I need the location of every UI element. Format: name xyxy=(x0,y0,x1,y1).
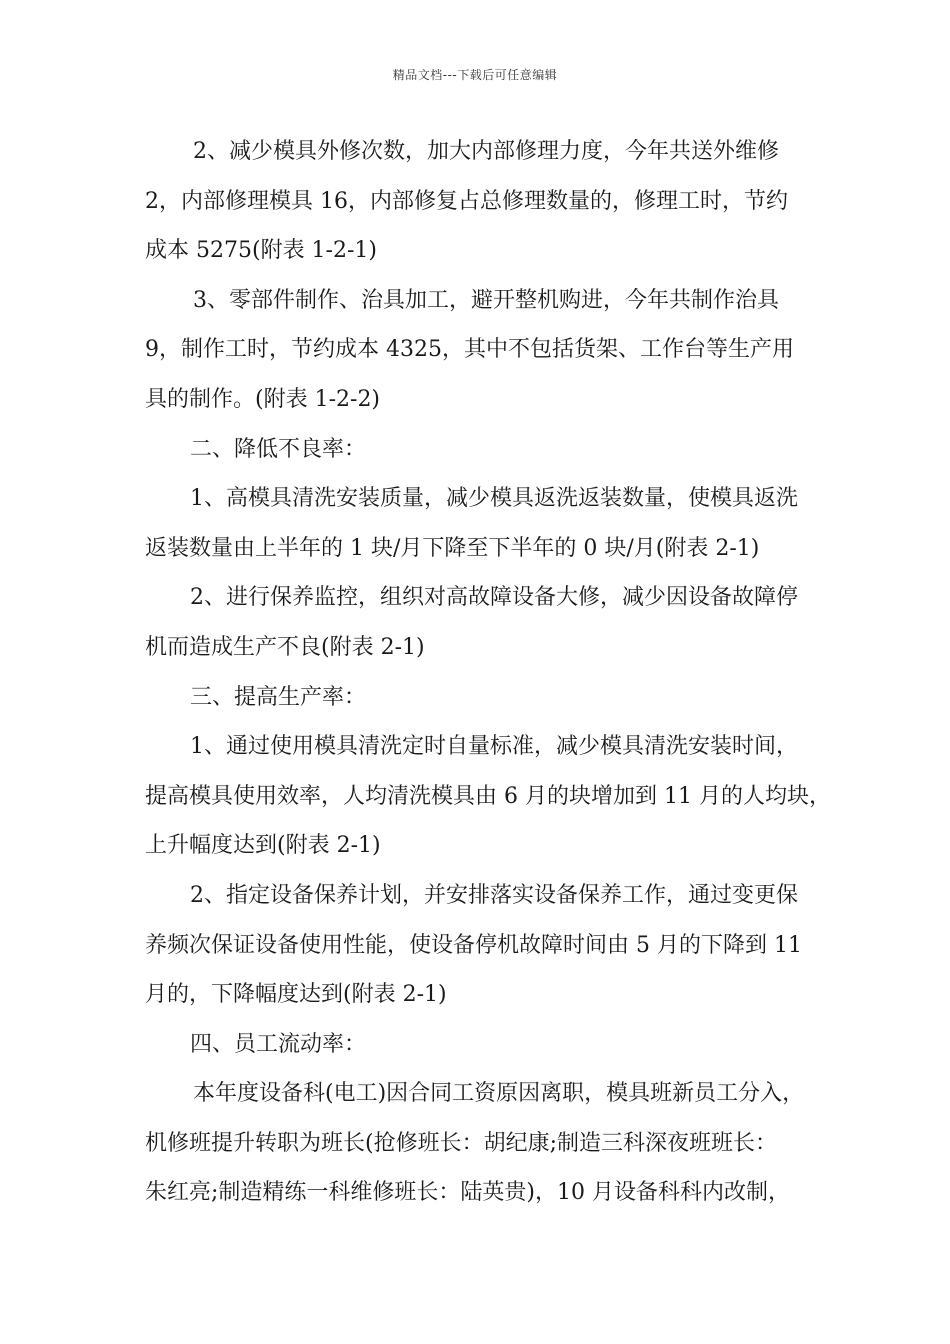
text-line: 提高模具使用效率，人均清洗模具由 6 月的块增加到 11 月的人均块， xyxy=(145,783,831,809)
text-line: 2、指定设备保养计划，并安排落实设备保养工作，通过变更保 xyxy=(190,882,798,908)
text-line: 机而造成生产不良(附表 2-1) xyxy=(145,634,425,660)
text-line: 2，内部修理模具 16，内部修复占总修理数量的，修理工时，节约 xyxy=(145,188,788,214)
text-line: 三、提高生产率： xyxy=(190,684,367,710)
text-line: 成本 5275(附表 1-2-1) xyxy=(145,238,377,264)
text-line: 返装数量由上半年的 1 块/月下降至下半年的 0 块/月(附表 2-1) xyxy=(145,535,760,561)
text-line: 四、员工流动率： xyxy=(190,1031,367,1057)
text-line: 本年度设备科(电工)因合同工资原因离职，模具班新员工分入， xyxy=(193,1081,805,1107)
text-line: 3、零部件制作、治具加工，避开整机购进，今年共制作治具 xyxy=(193,287,779,313)
text-line: 1、高模具清洗安装质量，减少模具返洗返装数量，使模具返洗 xyxy=(190,486,798,512)
text-line: 1、通过使用模具清洗定时自量标准，减少模具清洗安装时间， xyxy=(190,734,798,760)
text-line: 2、减少模具外修次数，加大内部修理力度，今年共送外维修 xyxy=(193,139,779,164)
text-line: 上升幅度达到(附表 2-1) xyxy=(145,833,381,859)
page-header: 精品文档---下载后可任意编辑 xyxy=(392,68,558,82)
text-line: 二、降低不良率： xyxy=(190,436,367,462)
text-line: 机修班提升转职为班长(抢修班长：胡纪康;制造三科深夜班班长： xyxy=(145,1130,777,1156)
text-line: 2、进行保养监控，组织对高故障设备大修，减少因设备故障停 xyxy=(190,585,798,611)
text-line: 具的制作。(附表 1-2-2) xyxy=(145,386,381,412)
text-line: 养频次保证设备使用性能，使设备停机故障时间由 5 月的下降到 11 xyxy=(145,932,802,958)
text-line: 朱红亮;制造精练一科维修班长：陆英贵)，10 月设备科科内改制， xyxy=(145,1180,790,1206)
document-body xyxy=(145,127,831,1218)
text-line: 月的，下降幅度达到(附表 2-1) xyxy=(145,982,447,1008)
text-line: 9，制作工时，节约成本 4325，其中不包括货架、工作台等生产用 xyxy=(145,337,794,363)
